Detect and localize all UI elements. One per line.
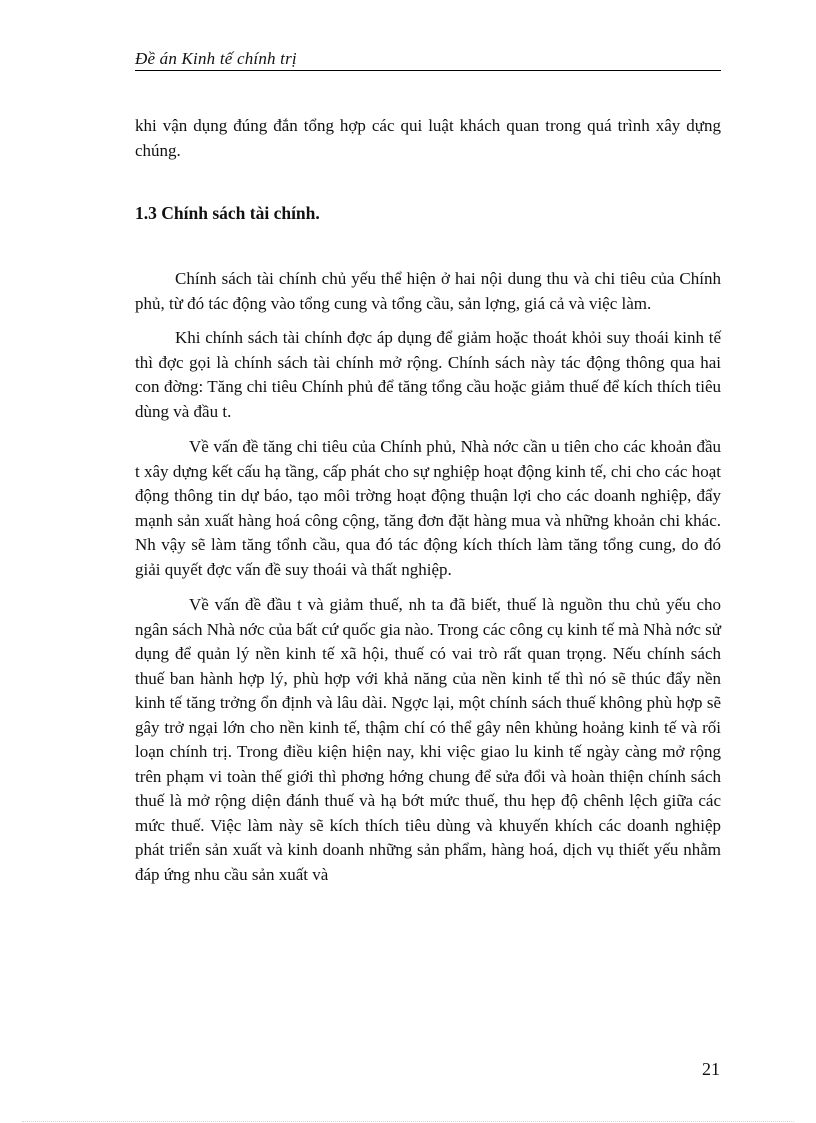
header-title: Đề án Kinh tế chính trị [135, 49, 297, 68]
section-heading-wrap [135, 163, 721, 267]
paragraph-1: Chính sách tài chính chủ yếu thể hiện ở hai nội dung thu và chi tiêu của Chính phủ, từ đó tác động vào tổng cung và tổng cầu, sản lợng, giá cả và việc làm. [135, 269, 721, 313]
page-bottom-border [22, 1121, 794, 1122]
page-header [135, 50, 721, 71]
section-heading: 1.3 Chính sách tài chính. [135, 203, 320, 223]
paragraph-3: Về vấn đề tăng chi tiêu của Chính phủ, Nhà nớc cần u tiên cho các khoản đầu t xây dựng kết cấu hạ tầng, cấp phát cho sự nghiệp hoạt động kinh tế, chi cho các hoạt động thông tin dự báo, tạo môi trờng hoạt động thuận lợi cho các doanh nghiệp, đẩy mạnh sản xuất hàng hoá công cộng, tăng đơn đặt hàng mua và những khoản chi khác. Nh vậy sẽ làm tăng tổnh cầu, qua đó tác động kích thích làm tăng tổng cung, do đó giải quyết đợc vấn đề suy thoái và thất nghiệp. [135, 437, 721, 579]
paragraph-2: Khi chính sách tài chính đợc áp dụng để giảm hoặc thoát khỏi suy thoái kinh tế thì đợc gọi là chính sách tài chính mở rộng. Chính sách này tác động thông qua hai con đờng: Tăng chi tiêu Chính phủ để tăng tổng cầu hoặc giảm thuế để kích thích tiêu dùng và đầu t. [135, 328, 721, 421]
page-body [135, 114, 721, 887]
paragraph-4: Về vấn đề đầu t và giảm thuế, nh ta đã biết, thuế là nguồn thu chủ yếu cho ngân sách Nhà nớc của bất cứ quốc gia nào. Trong các công cụ kinh tế mà Nhà nớc sử dụng để quản lý nền kinh tế xã hội, thuế có vai trò rất quan trọng. Nếu chính sách thuế ban hành hợp lý, phù hợp với khả năng của nền kinh tế thì nó sẽ thúc đẩy nền kinh tế tăng trởng ổn định và lâu dài. Ngợc lại, một chính sách thuế không phù hợp sẽ gây trở ngại lớn cho nền kinh tế, thậm chí có thể gây nên khủng hoảng kinh tế và rối loạn chính trị. Trong điều kiện hiện nay, khi việc giao lu kinh tế ngày càng mở rộng trên phạm vi toàn thế giới thì phơng hớng chung để sửa đổi và hoàn thiện chính sách thuế là mở rộng diện đánh thuế và hạ bớt mức thuế, thu hẹp độ chênh lệch giữa các mức thuế. Việc làm này sẽ kích thích tiêu dùng và khuyến khích các doanh nghiệp phát triển sản xuất và kinh doanh những sản phẩm, hàng hoá, dịch vụ thiết yếu nhằm đáp ứng nhu cầu sản xuất và [135, 595, 721, 884]
page-number: 21 [702, 1059, 720, 1079]
continuation-paragraph: khi vận dụng đúng đắn tổng hợp các qui luật khách quan trong quá trình xây dựng chúng. [135, 116, 721, 160]
